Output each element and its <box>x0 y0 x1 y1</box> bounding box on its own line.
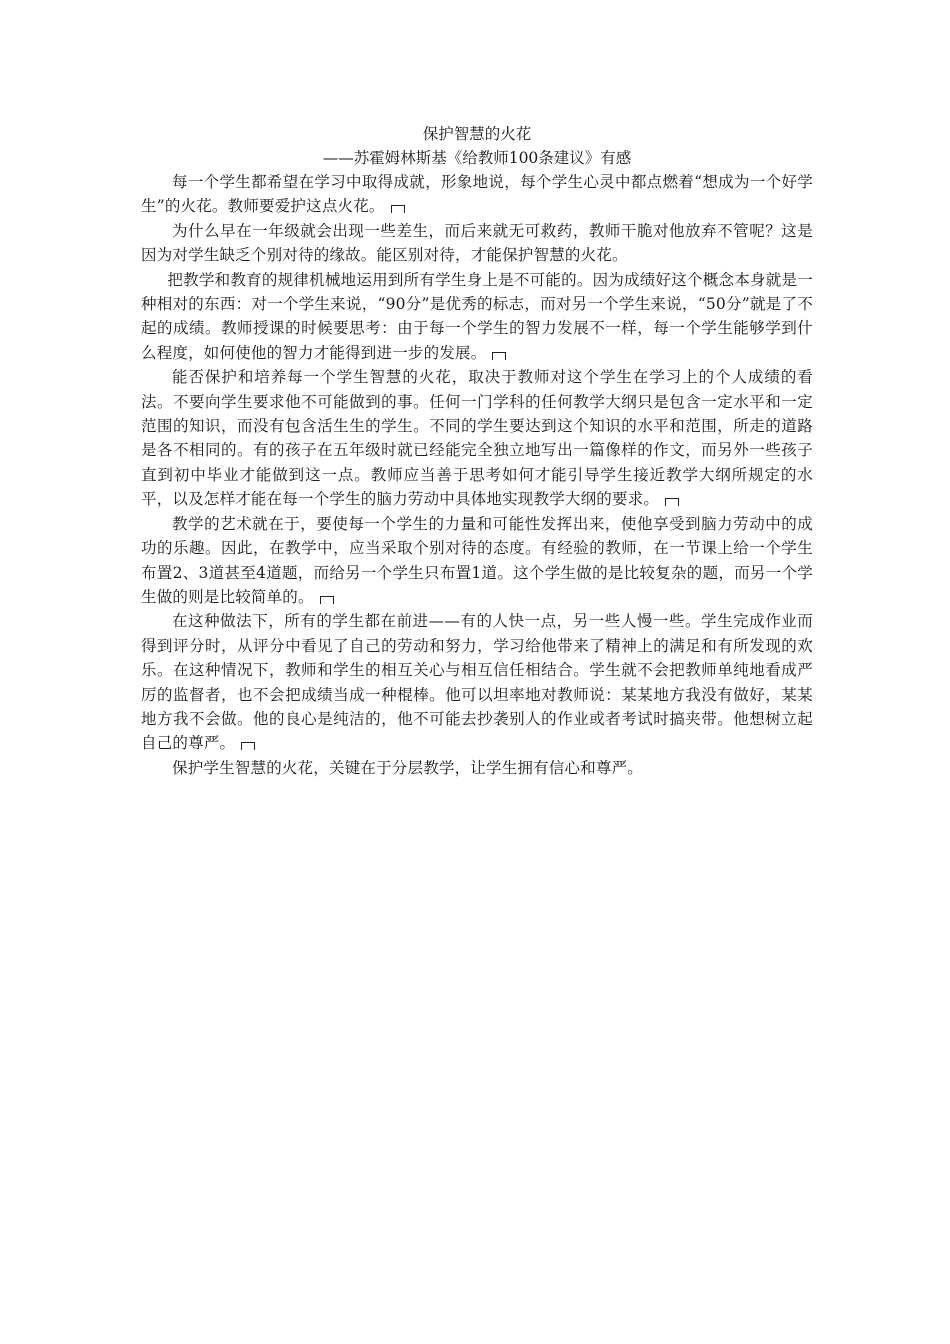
paragraph-text: 能否保护和培养每一个学生智慧的火花，取决于教师对这个学生在学习上的个人成绩的看法。不要向学生要求他不可能做到的事。任何一门学科的任何教学大纲只是包含一定水平和一定范围的知识，而没有包含活生生的学生。不同的学生要达到这个知识的水平和范围，所走的道路是各不相同的。有的孩子在五年级时就已经能完全独立地写出一篇像样的作文，而另外一些孩子直到初中毕业才能做到这一点。教师应当善于思考如何才能引导学生接近教学大纲所规定的水平，以及怎样才能在每一个学生的脑力劳动中具体地实现教学大纲的要求。 <box>141 368 813 509</box>
paragraph-6 <box>141 609 813 755</box>
document-subtitle: ——苏霍姆林斯基《给教师100条建议》有感 <box>322 149 632 167</box>
paragraph-mark-icon <box>391 205 405 213</box>
paragraph-text: 为什么早在一年级就会出现一些差生，而后来就无可救药，教师干脆对他放弃不管呢？这是因为对学生缺乏个别对待的缘故。能区别对待，才能保护智慧的火花。 <box>141 221 813 265</box>
paragraph-text: 保护学生智慧的火花，关键在于分层教学，让学生拥有信心和尊严。 <box>172 758 644 777</box>
paragraph-1 <box>141 170 813 219</box>
paragraph-7 <box>141 756 813 780</box>
document-page <box>141 122 813 780</box>
paragraph-4 <box>141 365 813 511</box>
paragraph-2 <box>141 219 813 268</box>
paragraph-3 <box>141 268 813 366</box>
paragraph-5 <box>141 512 813 610</box>
paragraph-text: 教学的艺术就在于，要使每一个学生的力量和可能性发挥出来，使他享受到脑力劳动中的成功的乐趣。因此，在教学中，应当采取个别对待的态度。有经验的教师，在一节课上给一个学生布置2、3道甚至4道题，而给另一个学生只布置1道。这个学生做的是比较复杂的题，而另一个学生做的则是比较简单的。 <box>141 514 813 606</box>
paragraph-text: 在这种做法下，所有的学生都在前进——有的人快一点，另一些人慢一些。学生完成作业而得到评分时，从评分中看见了自己的劳动和努力，学习给他带来了精神上的满足和有所发现的欢乐。在这种情况下，教师和学生的相互关心与相互信任相结合。学生就不会把教师单纯地看成严厉的监督者，也不会把成绩当成一种棍棒。他可以坦率地对教师说：某某地方我没有做好，某某地方我不会做。他的良心是纯洁的，他不可能去抄袭别人的作业或者考试时搞夹带。他想树立起自己的尊严。 <box>141 612 813 753</box>
paragraph-mark-icon <box>241 742 255 750</box>
paragraph-mark-icon <box>665 498 679 506</box>
document-title: 保护智慧的火花 <box>422 125 532 143</box>
paragraph-text: 把教学和教育的规律机械地运用到所有学生身上是不可能的。因为成绩好这个概念本身就是一种相对的东西：对一个学生来说，“90分”是优秀的标志，而对另一个学生来说，“50分”就是了不起的成绩。教师授课的时候要思考：由于每一个学生的智力发展不一样，每一个学生能够学到什么程度，如何使他的智力才能得到进一步的发展。 <box>141 270 813 362</box>
paragraph-mark-icon <box>320 596 334 604</box>
paragraph-text: 每一个学生都希望在学习中取得成就，形象地说，每个学生心灵中都点燃着“想成为一个好学生”的火花。教师要爱护这点火花。 <box>141 173 813 216</box>
paragraph-mark-icon <box>492 352 506 360</box>
